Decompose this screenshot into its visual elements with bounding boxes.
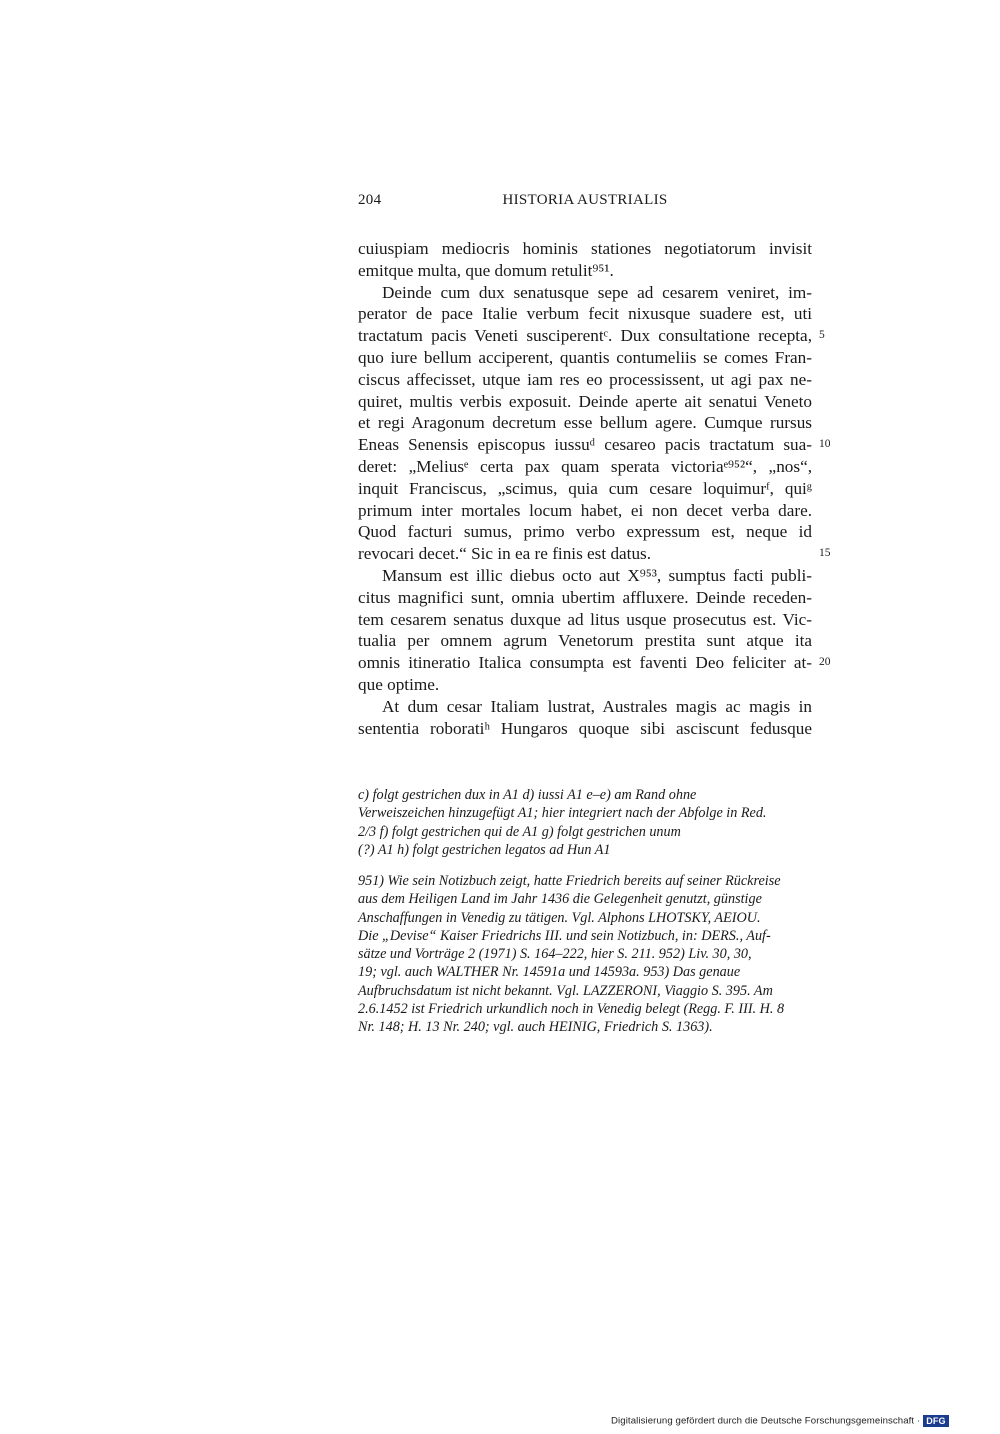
- text-line: emitque multa, que domum retulit⁹⁵¹.: [358, 260, 614, 280]
- funding-footer: [611, 1415, 949, 1427]
- text-line: omnis itineratio Italica consumpta est faventi Deo feliciter at- 20: [358, 652, 812, 674]
- text-line: et regi Aragonum decretum esse bellum agere. Cumque rursus: [358, 413, 812, 433]
- apparatus-line: Verweiszeichen hinzugefügt A1; hier integriert nach der Abfolge in Red.: [358, 805, 767, 822]
- text-line: deret: „Meliusᵉ certa pax quam sperata victoriaᵉ⁹⁵²“, „nos“,: [358, 456, 812, 476]
- commentary-line: Die „Devise“ Kaiser Friedrichs III. und sein Notizbuch, in: DERS., Auf-: [358, 927, 771, 944]
- running-header: [358, 192, 812, 216]
- commentary-line: 19; vgl. auch WALTHER Nr. 14591a und 14593a. 953) Das genaue: [358, 964, 741, 981]
- text-line: Quod facturi sumus, primo verbo expressum est, neque id: [358, 522, 812, 542]
- text-line: sententia roboratiʰ Hungaros quoque sibi asciscunt fedusque: [358, 718, 812, 738]
- commentary-notes: [358, 872, 812, 1037]
- commentary-line: Aufbruchsdatum ist nicht bekannt. Vgl. LAZZERONI, Viaggio S. 395. Am: [358, 982, 773, 999]
- page-number: 204: [358, 192, 382, 208]
- line-number: 15: [819, 547, 831, 560]
- text-line: quo iure bellum acciperent, quantis contumeliis se comes Fran-: [358, 347, 812, 367]
- funding-notice: Digitalisierung gefördert durch die Deutsche Forschungsgemeinschaft ·: [611, 1415, 921, 1427]
- text-line: ciscus affecisset, utque iam res eo processissent, ut agi pax ne-: [358, 369, 812, 389]
- text-line: tractatum pacis Veneti susciperentᶜ. Dux consultatione recepta, 5: [358, 325, 812, 347]
- running-title: HISTORIA AUSTRIALIS: [502, 192, 668, 208]
- text-line: tualia per omnem agrum Venetorum prestita sunt atque ita: [358, 631, 812, 651]
- text-line: revocari decet.“ Sic in ea re finis est datus. 15: [358, 543, 812, 565]
- line-number: 20: [819, 656, 831, 669]
- commentary-line: Nr. 148; H. 13 Nr. 240; vgl. auch HEINIG, Friedrich S. 1363).: [358, 1019, 713, 1036]
- text-line: citus magnifici sunt, omnia ubertim affluxere. Deinde receden-: [358, 587, 812, 607]
- text-line: perator de pace Italie verbum fecit nixusque suadere est, uti: [358, 304, 812, 324]
- commentary-line: sätze und Vorträge 2 (1971) S. 164–222, hier S. 211. 952) Liv. 30, 30,: [358, 946, 752, 963]
- text-line: inquit Franciscus, „scimus, quia cum cesare loquimurᶠ, quiᵍ: [358, 478, 812, 498]
- text-line: Mansum est illic diebus octo aut X⁹⁵³, sumptus facti publi-: [382, 565, 812, 585]
- text-line: Eneas Senensis episcopus iussuᵈ cesareo pacis tractatum sua- 10: [358, 434, 812, 456]
- commentary-line: Anschaffungen in Venedig zu tätigen. Vgl. Alphons LHOTSKY, AEIOU.: [358, 909, 761, 926]
- text-line: quiret, multis verbis exposuit. Deinde aperte ait senatui Veneto: [358, 391, 812, 411]
- line-number: 5: [819, 329, 825, 342]
- text-line: que optime.: [358, 674, 440, 694]
- commentary-line: 951) Wie sein Notizbuch zeigt, hatte Friedrich bereits auf seiner Rückreise: [358, 873, 781, 889]
- text-line: Deinde cum dux senatusque sepe ad cesarem veniret, im-: [382, 282, 812, 302]
- line-number: 10: [819, 438, 831, 451]
- text-line: cuiuspiam mediocris hominis stationes negotiatorum invisit: [358, 239, 812, 258]
- commentary-line: 2.6.1452 ist Friedrich urkundlich noch in Venedig belegt (Regg. F. III. H. 8: [358, 1001, 785, 1018]
- apparatus-line: c) folgt gestrichen dux in A1 d) iussi A1 e–e) am Rand ohne: [358, 787, 697, 803]
- commentary-line: aus dem Heiligen Land im Jahr 1436 die Gelegenheit genutzt, günstige: [358, 891, 762, 908]
- apparatus-line: 2/3 f) folgt gestrichen qui de A1 g) folgt gestrichen unum: [358, 823, 681, 840]
- apparatus-line: (?) A1 h) folgt gestrichen legatos ad Hun A1: [358, 841, 611, 858]
- text-line: At dum cesar Italiam lustrat, Australes magis ac magis in: [382, 696, 812, 716]
- text-line: primum inter mortales locum habet, ei non decet verba dare.: [358, 500, 812, 520]
- main-text: [358, 238, 831, 739]
- text-line: tem cesarem senatus duxque ad litus usque prosecutus est. Vic-: [358, 609, 812, 629]
- critical-apparatus: [358, 786, 812, 859]
- dfg-logo: DFG: [923, 1415, 948, 1427]
